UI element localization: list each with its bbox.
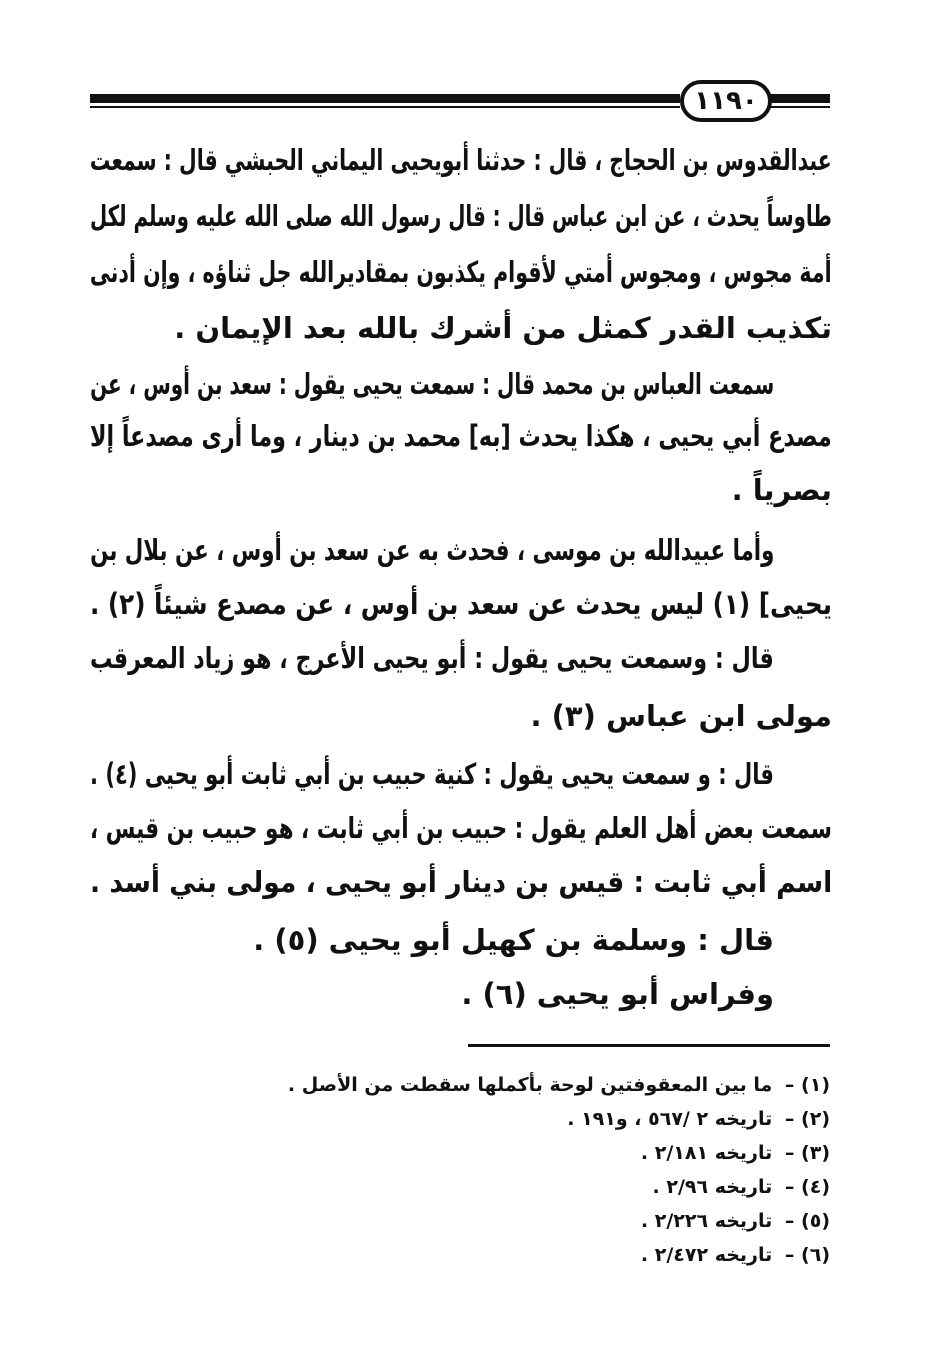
- footnote-number: (٢) –: [784, 1108, 830, 1130]
- footnote-text: تاريخه ٢/٩٦ .: [652, 1176, 773, 1198]
- header-rule-left: [90, 94, 680, 103]
- text-line: قال : و سمعت يحيى يقول : كنية حبيب بن أبي ثابت أبو يحيى (٤) .: [90, 757, 774, 791]
- footnote: [130, 1238, 830, 1272]
- text-line: مولى ابن عباس (٣) .: [530, 699, 832, 733]
- footnote: [130, 1170, 830, 1204]
- text-line: عبدالقدوس بن الحجاج ، قال : حدثنا أبويحيى اليماني الحبشي قال : سمعت: [90, 143, 832, 177]
- text-line: مصدع أبي يحيى ، هكذا يحدث [به] محمد بن دينار ، وما أرى مصدعاً إلا: [90, 419, 832, 453]
- footnote-number: (٥) –: [784, 1210, 830, 1232]
- text-line: بصرياً .: [731, 473, 832, 507]
- footnote: [130, 1204, 830, 1238]
- footnote-number: (٣) –: [784, 1142, 830, 1164]
- header-rule-left-thin: [90, 106, 680, 108]
- footnote: [130, 1068, 830, 1102]
- text-line: سمعت بعض أهل العلم يقول : حبيب بن أبي ثابت ، هو حبيب بن قيس ،: [90, 811, 832, 845]
- text-line: وفراس أبو يحيى (٦) .: [461, 977, 774, 1011]
- footnote-text: تاريخه ٢/٢٢٦ .: [640, 1210, 773, 1232]
- page-number: ١١٩٠: [694, 86, 758, 116]
- text-line: وأما عبيدالله بن موسى ، فحدث به عن سعد بن أوس ، عن بلال بن: [89, 533, 774, 567]
- text-line: قال : وسلمة بن كهيل أبو يحيى (٥) .: [253, 923, 774, 957]
- footnote-number: (٦) –: [784, 1244, 830, 1266]
- footnote-text: ما بين المعقوفتين لوحة بأكملها سقطت من الأصل .: [287, 1074, 773, 1096]
- header-rule-right: [770, 94, 830, 103]
- text-line: اسم أبي ثابت : قيس بن دينار أبو يحيى ، مولى بني أسد .: [89, 865, 832, 899]
- footnote: [130, 1102, 830, 1136]
- text-line: يحيى] (١) ليس يحدث عن سعد بن أوس ، عن مصدع شيئاً (٢) .: [90, 587, 832, 621]
- header-rule-right-thin: [770, 106, 830, 108]
- page-number-badge: [680, 80, 772, 122]
- text-line: سمعت العباس بن محمد قال : سمعت يحيى يقول : سعد بن أوس ، عن: [89, 367, 774, 401]
- footnote-text: تاريخه ٢ /٥٦٧ ، و١٩١ .: [567, 1108, 773, 1130]
- footnotes: [130, 1068, 830, 1272]
- text-line: طاوساً يحدث ، عن ابن عباس قال : قال رسول الله صلى الله عليه وسلم لكل: [90, 199, 832, 233]
- footnote-number: (٤) –: [784, 1176, 830, 1198]
- footnote-number: (١) –: [784, 1074, 830, 1096]
- text-line: أمة مجوس ، ومجوس أمتي لأقوام يكذبون بمقاديرالله جل ثناؤه ، وإن أدنى: [90, 255, 832, 289]
- footnote-separator: [468, 1044, 830, 1047]
- text-line: تكذيب القدر كمثل من أشرك بالله بعد الإيمان .: [174, 311, 832, 345]
- footnote: [130, 1136, 830, 1170]
- text-line: قال : وسمعت يحيى يقول : أبو يحيى الأعرج ، هو زياد المعرقب: [90, 641, 774, 675]
- footnote-text: تاريخه ٢/١٨١ .: [640, 1142, 773, 1164]
- footnote-text: تاريخه ٢/٤٧٢ .: [640, 1244, 773, 1266]
